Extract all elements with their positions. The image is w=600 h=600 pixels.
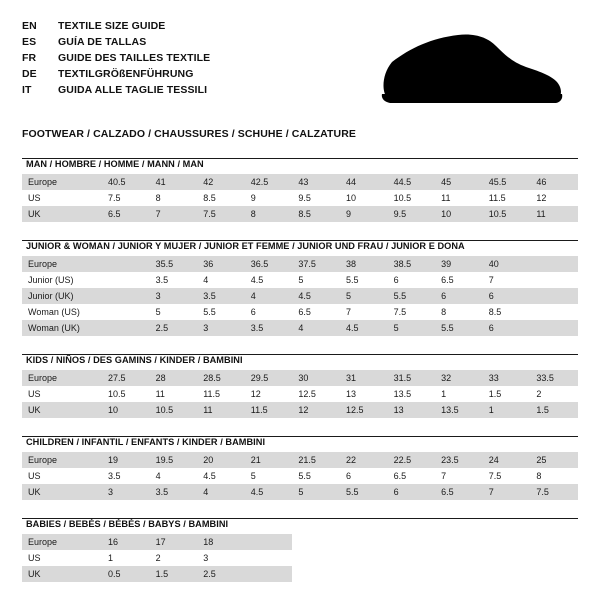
size-cell: 42 (197, 174, 245, 190)
language-code: ES (22, 36, 37, 48)
row-label: Europe (22, 174, 102, 190)
size-cell (292, 534, 340, 550)
size-group (22, 158, 578, 222)
size-cell: 6.5 (292, 304, 340, 320)
size-cell: 5.5 (197, 304, 245, 320)
size-cell: 12 (530, 190, 578, 206)
size-cell: 8 (150, 190, 198, 206)
size-cell (483, 534, 531, 550)
size-tables (22, 158, 578, 582)
row-label: Woman (US) (22, 304, 102, 320)
size-cell: 21 (245, 452, 293, 468)
size-cell: 4 (150, 468, 198, 484)
size-cell (245, 534, 293, 550)
size-cell: 13 (340, 386, 388, 402)
size-cell: 30 (292, 370, 340, 386)
row-label: Woman (UK) (22, 320, 102, 336)
size-cell: 10 (435, 206, 483, 222)
table-row (22, 386, 578, 402)
size-cell: 7.5 (197, 206, 245, 222)
size-cell: 5 (388, 320, 436, 336)
size-cell: 3 (150, 288, 198, 304)
size-cell: 17 (150, 534, 198, 550)
size-cell: 7 (435, 468, 483, 484)
language-row (22, 34, 210, 50)
size-cell: 2.5 (197, 566, 245, 582)
row-label: Europe (22, 452, 102, 468)
size-cell (340, 534, 388, 550)
group-heading: JUNIOR & WOMAN / JUNIOR Y MUJER / JUNIOR ET FEMME / JUNIOR UND FRAU / JUNIOR E DONA (26, 241, 465, 251)
size-cell: 13 (388, 402, 436, 418)
size-cell (483, 550, 531, 566)
size-cell: 6.5 (435, 272, 483, 288)
table-row (22, 370, 578, 386)
table-row (22, 534, 578, 550)
row-label: US (22, 550, 102, 566)
size-cell: 5.5 (435, 320, 483, 336)
size-cell (388, 550, 436, 566)
size-cell: 5 (340, 288, 388, 304)
language-row (22, 50, 210, 66)
size-cell: 18 (197, 534, 245, 550)
page-title: FOOTWEAR / CALZADO / CHAUSSURES / SCHUHE / CALZATURE (22, 128, 357, 140)
size-table (22, 452, 578, 500)
size-cell: 7 (340, 304, 388, 320)
size-cell: 40 (483, 256, 531, 272)
size-cell: 12.5 (340, 402, 388, 418)
language-row (22, 66, 210, 82)
size-cell: 6.5 (388, 468, 436, 484)
size-cell: 25 (530, 452, 578, 468)
size-cell: 46 (530, 174, 578, 190)
size-cell: 43 (292, 174, 340, 190)
size-cell: 35.5 (150, 256, 198, 272)
size-cell: 6.5 (435, 484, 483, 500)
size-cell: 31 (340, 370, 388, 386)
size-cell (292, 550, 340, 566)
size-cell: 19.5 (150, 452, 198, 468)
group-heading: MAN / HOMBRE / HOMME / MANN / MAN (26, 159, 204, 169)
size-cell (530, 534, 578, 550)
size-cell: 9.5 (388, 206, 436, 222)
size-cell: 8.5 (292, 206, 340, 222)
language-code: DE (22, 68, 37, 80)
size-cell: 32 (435, 370, 483, 386)
table-row (22, 452, 578, 468)
table-row (22, 288, 578, 304)
table-row (22, 468, 578, 484)
size-cell: 10.5 (388, 190, 436, 206)
size-cell: 7.5 (102, 190, 150, 206)
size-cell: 3.5 (150, 484, 198, 500)
size-cell: 9 (340, 206, 388, 222)
size-cell: 33.5 (530, 370, 578, 386)
size-cell: 9 (245, 190, 293, 206)
row-label: Junior (US) (22, 272, 102, 288)
size-cell (388, 534, 436, 550)
size-cell: 5.5 (340, 272, 388, 288)
table-row (22, 484, 578, 500)
size-cell: 6 (483, 288, 531, 304)
size-cell: 39 (435, 256, 483, 272)
row-label: US (22, 468, 102, 484)
language-code: IT (22, 84, 32, 96)
size-cell: 7 (150, 206, 198, 222)
size-cell: 16 (102, 534, 150, 550)
size-cell: 7.5 (530, 484, 578, 500)
size-cell: 11 (197, 402, 245, 418)
language-title: TEXTILE SIZE GUIDE (58, 20, 166, 32)
size-cell: 1 (102, 550, 150, 566)
size-cell (530, 272, 578, 288)
size-cell: 44 (340, 174, 388, 190)
size-cell: 40.5 (102, 174, 150, 190)
size-cell: 41 (150, 174, 198, 190)
table-row (22, 256, 578, 272)
size-cell: 5.5 (388, 288, 436, 304)
size-cell: 6 (435, 288, 483, 304)
language-titles (22, 18, 210, 98)
size-cell: 36 (197, 256, 245, 272)
size-cell: 3.5 (150, 272, 198, 288)
size-cell: 1 (435, 386, 483, 402)
size-cell: 22 (340, 452, 388, 468)
size-cell: 13.5 (435, 402, 483, 418)
size-cell: 5 (292, 484, 340, 500)
size-cell: 2 (150, 550, 198, 566)
size-cell: 11.5 (483, 190, 531, 206)
size-cell: 4 (245, 288, 293, 304)
size-cell: 12 (245, 386, 293, 402)
size-cell: 8 (530, 468, 578, 484)
size-cell: 3.5 (102, 468, 150, 484)
size-table (22, 256, 578, 336)
size-group (22, 240, 578, 336)
row-label: Junior (UK) (22, 288, 102, 304)
row-label: UK (22, 402, 102, 418)
size-group (22, 518, 578, 582)
size-cell: 4 (197, 484, 245, 500)
size-cell: 5 (150, 304, 198, 320)
size-cell (530, 288, 578, 304)
size-group (22, 354, 578, 418)
size-cell: 38.5 (388, 256, 436, 272)
size-cell: 1 (483, 402, 531, 418)
language-code: EN (22, 20, 37, 32)
size-cell: 2.5 (150, 320, 198, 336)
size-cell (530, 256, 578, 272)
language-title: GUIDE DES TAILLES TEXTILE (58, 52, 211, 64)
table-row (22, 206, 578, 222)
size-cell: 0.5 (102, 566, 150, 582)
table-row (22, 320, 578, 336)
size-cell: 4 (197, 272, 245, 288)
size-cell: 10 (340, 190, 388, 206)
size-cell: 20 (197, 452, 245, 468)
size-cell: 37.5 (292, 256, 340, 272)
group-heading: KIDS / NIÑOS / DES GAMINS / KINDER / BAMBINI (26, 355, 243, 365)
size-cell: 36.5 (245, 256, 293, 272)
row-label: UK (22, 484, 102, 500)
size-group (22, 436, 578, 500)
size-cell (435, 550, 483, 566)
size-cell: 21.5 (292, 452, 340, 468)
size-cell: 2 (530, 386, 578, 402)
size-cell: 9.5 (292, 190, 340, 206)
size-cell: 6 (245, 304, 293, 320)
row-label: Europe (22, 370, 102, 386)
size-cell: 12 (292, 402, 340, 418)
size-cell: 5 (245, 468, 293, 484)
size-cell (340, 566, 388, 582)
size-cell: 10.5 (483, 206, 531, 222)
row-label: US (22, 190, 102, 206)
language-title: GUIDA ALLE TAGLIE TESSILI (58, 84, 208, 96)
size-cell: 42.5 (245, 174, 293, 190)
size-cell (530, 566, 578, 582)
size-cell: 8 (245, 206, 293, 222)
size-cell: 6.5 (102, 206, 150, 222)
language-code: FR (22, 52, 37, 64)
size-cell (435, 534, 483, 550)
size-cell: 4.5 (340, 320, 388, 336)
language-title: GUÍA DE TALLAS (58, 36, 147, 48)
size-cell: 3 (197, 320, 245, 336)
size-cell (102, 288, 150, 304)
size-cell: 3.5 (197, 288, 245, 304)
size-cell (102, 320, 150, 336)
size-cell: 27.5 (102, 370, 150, 386)
size-cell: 45 (435, 174, 483, 190)
size-cell: 11 (435, 190, 483, 206)
size-cell (483, 566, 531, 582)
size-cell: 28 (150, 370, 198, 386)
row-label: UK (22, 566, 102, 582)
size-cell (530, 304, 578, 320)
table-row (22, 190, 578, 206)
size-cell: 38 (340, 256, 388, 272)
size-cell: 10.5 (150, 402, 198, 418)
size-cell: 6 (340, 468, 388, 484)
size-cell: 4.5 (292, 288, 340, 304)
table-row (22, 566, 578, 582)
size-cell: 7 (483, 484, 531, 500)
size-table (22, 370, 578, 418)
size-cell (245, 566, 293, 582)
row-label: Europe (22, 256, 102, 272)
size-cell: 1.5 (150, 566, 198, 582)
size-cell (530, 550, 578, 566)
size-cell: 12.5 (292, 386, 340, 402)
size-cell (245, 550, 293, 566)
size-cell: 1.5 (530, 402, 578, 418)
row-label: UK (22, 206, 102, 222)
size-cell: 4 (292, 320, 340, 336)
size-cell: 4.5 (245, 484, 293, 500)
size-cell: 11.5 (245, 402, 293, 418)
size-cell (340, 550, 388, 566)
table-row (22, 272, 578, 288)
size-cell: 11 (150, 386, 198, 402)
size-cell: 8 (435, 304, 483, 320)
size-cell: 7.5 (388, 304, 436, 320)
size-cell: 23.5 (435, 452, 483, 468)
group-heading: CHILDREN / INFANTIL / ENFANTS / KINDER / BAMBINI (26, 437, 266, 447)
row-label: US (22, 386, 102, 402)
size-cell: 7 (483, 272, 531, 288)
size-cell: 3 (102, 484, 150, 500)
size-cell: 33 (483, 370, 531, 386)
size-cell: 11 (530, 206, 578, 222)
size-cell: 6 (388, 484, 436, 500)
size-cell: 29.5 (245, 370, 293, 386)
size-cell: 8.5 (197, 190, 245, 206)
dress-shoe-icon (380, 32, 570, 112)
size-cell: 8.5 (483, 304, 531, 320)
group-heading: BABIES / BEBÉS / BÉBÉS / BABYS / BAMBINI (26, 519, 229, 529)
size-cell: 4.5 (245, 272, 293, 288)
size-cell: 31.5 (388, 370, 436, 386)
size-cell: 22.5 (388, 452, 436, 468)
size-cell (292, 566, 340, 582)
size-table (22, 174, 578, 222)
size-cell: 13.5 (388, 386, 436, 402)
size-cell: 19 (102, 452, 150, 468)
size-cell (102, 272, 150, 288)
language-title: TEXTILGRÖßENFÜHRUNG (58, 68, 194, 80)
size-cell: 6 (388, 272, 436, 288)
size-cell: 6 (483, 320, 531, 336)
size-cell (102, 256, 150, 272)
row-label: Europe (22, 534, 102, 550)
table-row (22, 174, 578, 190)
size-cell: 10 (102, 402, 150, 418)
size-cell: 45.5 (483, 174, 531, 190)
size-cell: 4.5 (197, 468, 245, 484)
size-cell (530, 320, 578, 336)
table-row (22, 402, 578, 418)
language-row (22, 82, 210, 98)
size-cell: 5.5 (340, 484, 388, 500)
size-cell: 5.5 (292, 468, 340, 484)
size-cell (388, 566, 436, 582)
table-row (22, 304, 578, 320)
header (22, 18, 578, 112)
size-cell: 3 (197, 550, 245, 566)
language-row (22, 18, 210, 34)
size-cell: 10.5 (102, 386, 150, 402)
size-cell: 24 (483, 452, 531, 468)
size-cell: 28.5 (197, 370, 245, 386)
size-cell (435, 566, 483, 582)
size-cell: 11.5 (197, 386, 245, 402)
size-table (22, 534, 578, 582)
size-cell: 44.5 (388, 174, 436, 190)
size-cell: 7.5 (483, 468, 531, 484)
size-cell (102, 304, 150, 320)
size-cell: 1.5 (483, 386, 531, 402)
size-cell: 5 (292, 272, 340, 288)
table-row (22, 550, 578, 566)
size-cell: 3.5 (245, 320, 293, 336)
